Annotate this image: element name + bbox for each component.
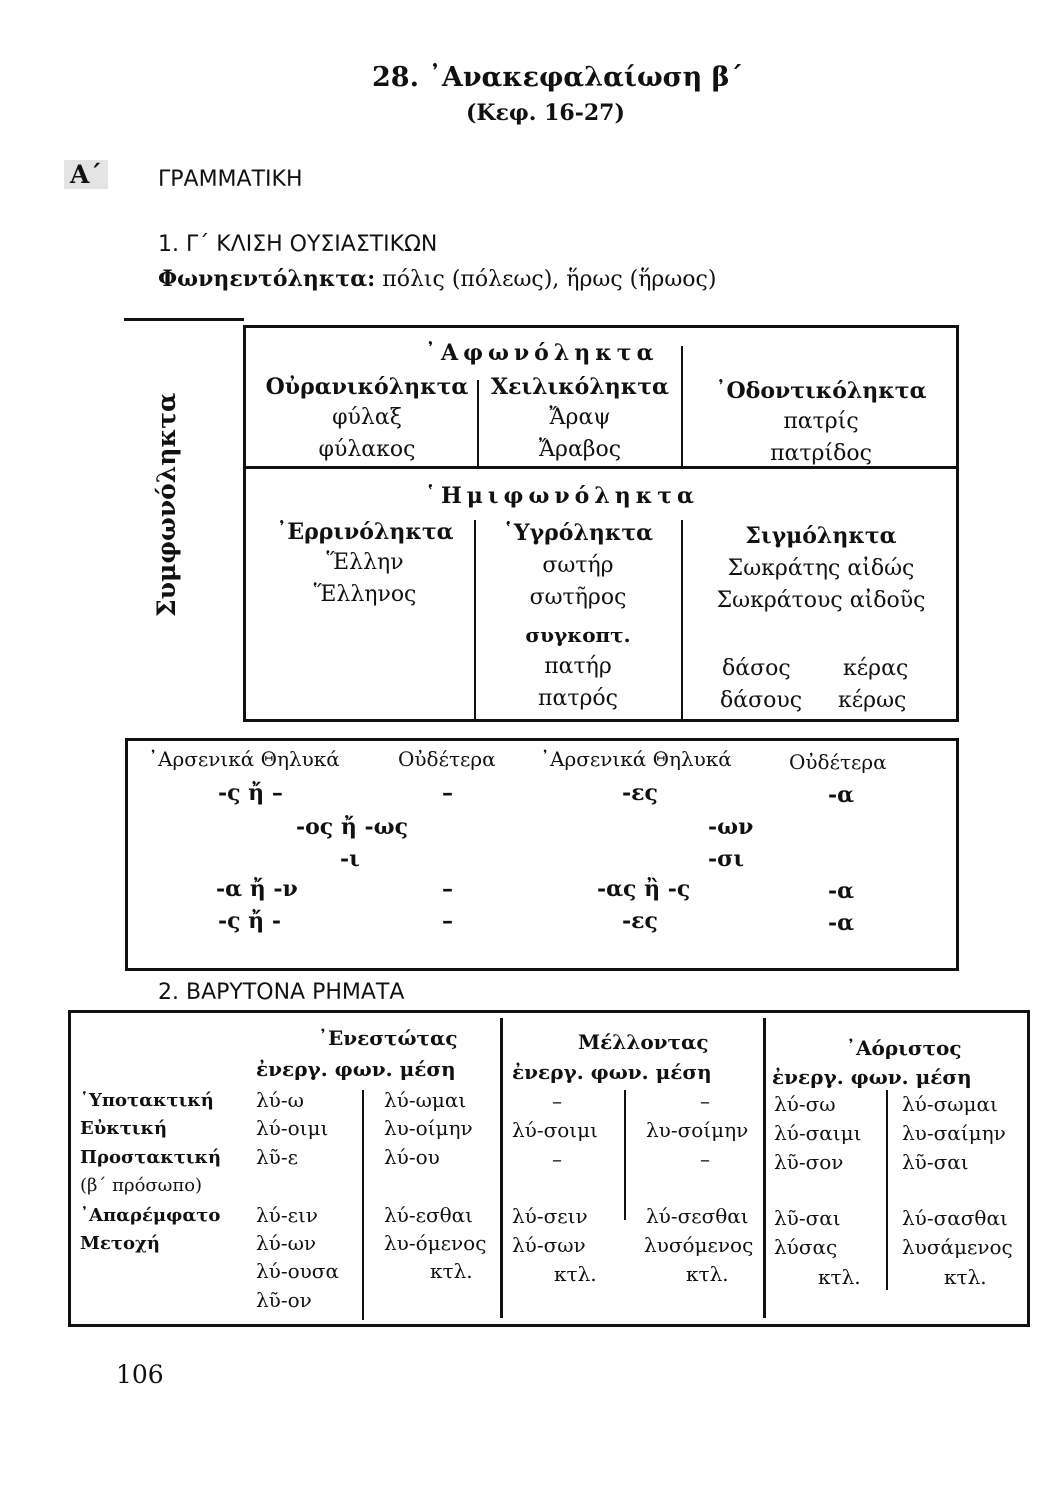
pres-mid-inf: λύ-εσθαι	[384, 1203, 473, 1227]
keros-form: κέρως	[838, 688, 907, 713]
aor-act-subj: λύ-σω	[774, 1092, 836, 1116]
fut-act-etc: κτλ.	[554, 1262, 597, 1286]
aor-act-inf: λῦ-σαι	[774, 1206, 841, 1230]
araps-form: Ἄραψ	[549, 405, 611, 430]
uranikolikta-head: Οὐρανικόληκτα	[265, 374, 469, 400]
ending-nom-pl-neut: -α	[828, 782, 855, 808]
cheilikolikta-head: Χειλικόληκτα	[491, 374, 669, 400]
pres-mid-subj: λύ-ωμαι	[384, 1088, 467, 1112]
afono-divider-2	[681, 346, 683, 468]
ygrolikta-head: ῾Υγρόληκτα	[502, 520, 654, 546]
ending-acc-pl-neut: -α	[828, 878, 855, 904]
ending-voc-pl: -ες	[622, 908, 658, 934]
aor-mid-part: λυσάμενος	[902, 1235, 1013, 1259]
page-number: 106	[116, 1360, 164, 1389]
fut-mid-opt: λυ-σοίμην	[646, 1118, 749, 1142]
fut-act-part: λύ-σων	[512, 1233, 586, 1257]
mood-participle: Μετοχή	[80, 1233, 160, 1254]
sigmolikta-head: Σιγμόληκτα	[745, 523, 897, 549]
mood-imperative-note: (β´ πρόσωπο)	[80, 1175, 203, 1196]
sokratis-aidos: Σωκράτης αἰδώς	[727, 556, 915, 581]
side-label: Συμφωνόληκτα	[152, 392, 181, 617]
endings-header-neut-sg: Οὐδέτερα	[398, 747, 496, 771]
phylakos-form: φύλακος	[318, 437, 416, 462]
section-letter: Α´	[64, 160, 108, 189]
keras-form: κέρας	[843, 656, 909, 681]
sokratous-aidous: Σωκράτους αἰδοῦς	[716, 588, 926, 613]
mood-infinitive: ᾿Απαρέμφατο	[80, 1205, 221, 1226]
aor-mid-inf: λύ-σασθαι	[902, 1206, 1008, 1230]
chapter-title: 28. ᾿Ανακεφαλαίωση β´	[372, 62, 744, 93]
vowel-label: Φωνηεντόληκτα:	[158, 266, 376, 292]
ending-voc-sg: -ς ἤ -	[218, 908, 281, 934]
aor-act-imp: λῦ-σον	[774, 1150, 844, 1174]
aorist-sub: ἐνεργ. φων. μέση	[772, 1065, 972, 1089]
future-head: Μέλλοντας	[578, 1030, 709, 1054]
ending-voc-pl-neut: -α	[828, 910, 855, 936]
ending-gen-pl: -ων	[708, 814, 754, 840]
patir-form: πατήρ	[544, 654, 612, 679]
part2-title: 2. ΒΑΡΥΤΟΝΑ ΡΗΜΑΤΑ	[158, 980, 405, 1005]
fut-act-imp: –	[552, 1147, 562, 1171]
ending-dat-sg: -ι	[340, 846, 360, 872]
ending-dat-pl: -σι	[708, 846, 744, 872]
sotiros-form: σωτῆρος	[529, 585, 627, 610]
imifono-divider-1	[474, 520, 476, 720]
aorist-head: ᾿Αόριστος	[846, 1036, 962, 1060]
fut-mid-etc: κτλ.	[686, 1262, 729, 1286]
present-head: ᾿Ενεστώτας	[318, 1026, 458, 1050]
ending-nom-pl: -ες	[622, 780, 658, 806]
patridos-form: πατρίδος	[770, 441, 872, 466]
aor-act-part: λύσας	[774, 1235, 838, 1259]
pres-act-opt: λύ-οιμι	[256, 1116, 329, 1140]
future-sub: ἐνεργ. φων. μέση	[512, 1060, 712, 1084]
aor-act-opt: λύ-σαιμι	[774, 1121, 862, 1145]
ending-acc-sg: -α ἤ -ν	[216, 876, 298, 902]
aor-mid-opt: λυ-σαίμην	[902, 1121, 1006, 1145]
ending-gen-sg: -ος ἤ -ως	[296, 814, 408, 840]
aorist-voice-divider	[886, 1090, 888, 1290]
table-divider	[243, 466, 959, 469]
pres-mid-etc: κτλ.	[430, 1259, 473, 1283]
endings-header-masc-fem-pl: ᾿Αρσενικά Θηλυκά	[540, 747, 732, 771]
dasos-form: δάσος	[722, 656, 791, 681]
ending-voc-sg-neut: –	[442, 908, 453, 934]
pres-act-part-n: λῦ-ον	[256, 1288, 312, 1312]
pres-mid-imp: λύ-ου	[384, 1145, 440, 1169]
pres-act-part-m: λύ-ων	[256, 1231, 317, 1255]
imifono-title: ῾Ημιφωνόληκτα	[425, 483, 699, 509]
side-top-rule	[124, 318, 244, 321]
pres-act-imp: λῦ-ε	[256, 1145, 298, 1169]
ending-nom-sg-neut: –	[442, 780, 453, 806]
aor-act-etc: κτλ.	[818, 1265, 861, 1289]
pres-act-inf: λύ-ειν	[256, 1203, 318, 1227]
dasous-form: δάσους	[720, 688, 803, 713]
odontikolikta-head: ᾿Οδοντικόληκτα	[715, 378, 927, 404]
aor-mid-etc: κτλ.	[944, 1265, 987, 1289]
phylax-form: φύλαξ	[332, 405, 402, 430]
afono-title: ᾿Αφωνόληκτα	[425, 340, 659, 366]
ellinos-form: Ἕλληνος	[313, 582, 417, 607]
endings-header-neut-pl: Οὐδέτερα	[789, 750, 887, 774]
ending-acc-pl: -ας ἢ -ς	[597, 876, 691, 902]
fut-mid-inf: λύ-σεσθαι	[646, 1204, 749, 1228]
aor-mid-imp: λῦ-σαι	[902, 1150, 969, 1174]
part1-title: 1. Γ´ ΚΛΙΣΗ ΟΥΣΙΑΣΤΙΚΩΝ	[158, 232, 438, 257]
verb-divider-future-aorist	[763, 1018, 766, 1318]
ending-acc-sg-neut: –	[442, 876, 453, 902]
patris-form: πατρίς	[783, 409, 859, 434]
fut-act-inf: λύ-σειν	[512, 1204, 588, 1228]
fut-act-subj: –	[552, 1089, 562, 1113]
fut-act-opt: λύ-σοιμι	[512, 1118, 598, 1142]
sotir-form: σωτήρ	[542, 553, 614, 578]
fut-mid-part: λυσόμενος	[644, 1233, 754, 1257]
pres-mid-part: λυ-όμενος	[384, 1231, 487, 1255]
chapter-range: (Κεφ. 16-27)	[466, 100, 625, 126]
pres-act-part-f: λύ-ουσα	[256, 1259, 339, 1283]
verb-divider-present-future	[500, 1018, 503, 1318]
pres-act-subj: λύ-ω	[256, 1088, 304, 1112]
patros-form: πατρός	[538, 686, 618, 711]
mood-imperative: Προστακτική	[80, 1147, 222, 1168]
section-title: ΓΡΑΜΜΑΤΙΚΗ	[158, 167, 303, 192]
mood-subjunctive: ῾Υποτακτική	[80, 1090, 214, 1111]
errinolikta-head: ᾿Ερρινόληκτα	[276, 519, 454, 545]
vowel-line	[158, 266, 716, 292]
ending-nom-sg: -ς ἤ –	[218, 780, 283, 806]
vowel-examples: πόλις (πόλεως), ἥρως (ἥρωος)	[382, 267, 717, 292]
endings-header-masc-fem-sg: ᾿Αρσενικά Θηλυκά	[148, 747, 340, 771]
ellin-form: Ἕλλην	[326, 550, 404, 575]
present-sub: ἐνεργ. φων. μέση	[256, 1057, 456, 1081]
fut-mid-subj: –	[700, 1089, 710, 1113]
pres-mid-opt: λυ-οίμην	[384, 1116, 473, 1140]
afono-divider-1	[477, 380, 479, 468]
present-voice-divider	[362, 1090, 364, 1320]
imifono-divider-2	[681, 520, 683, 720]
aor-mid-subj: λύ-σωμαι	[902, 1092, 998, 1116]
synkopta-head: συγκοπτ.	[525, 623, 631, 647]
future-voice-divider	[624, 1090, 626, 1220]
fut-mid-imp: –	[700, 1147, 710, 1171]
mood-optative: Εὐκτική	[80, 1118, 168, 1139]
aravos-form: Ἄραβος	[538, 437, 622, 462]
